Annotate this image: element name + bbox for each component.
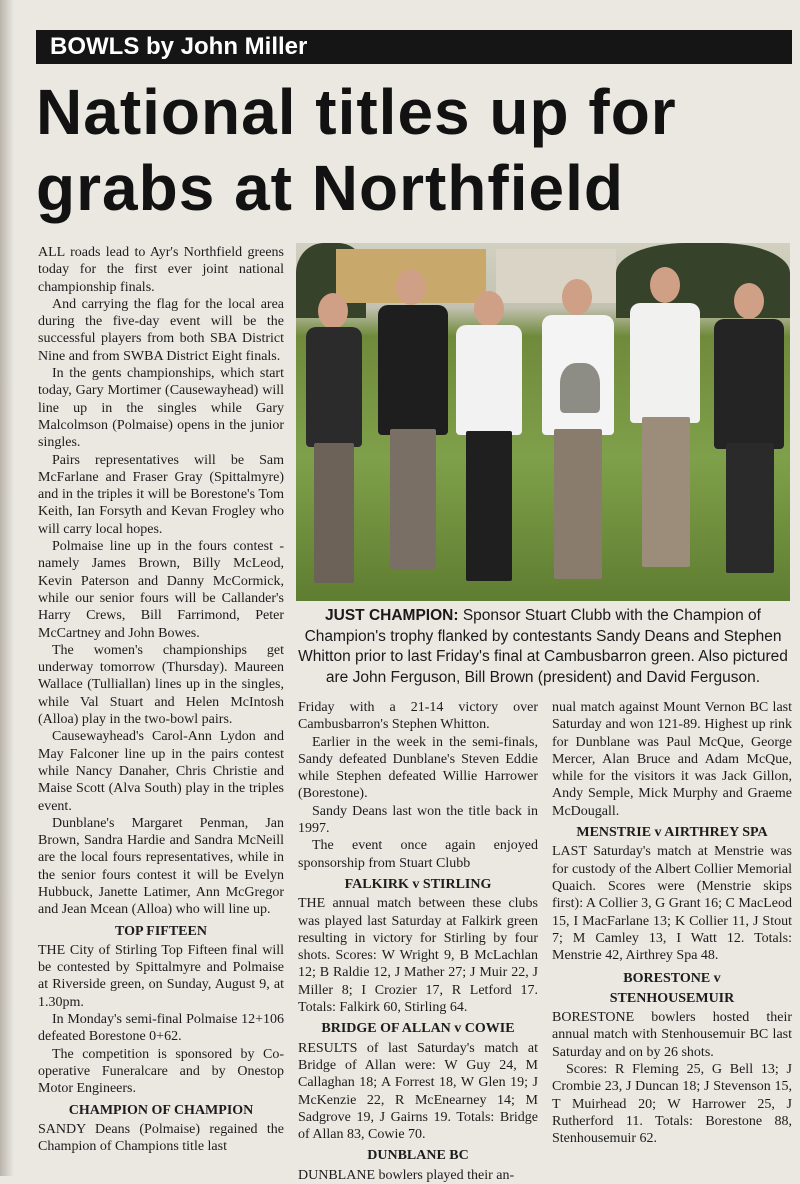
headline (36, 74, 796, 226)
col1-para: In the gents championships, which start today, Gary Mortimer (Causewayhead) will line up in the singles while Gary Malcolmson (Polmaise) opens in the junior singles. (38, 366, 284, 451)
top15-para: The competition is sponsored by Co-operative Funeralcare and by Onestop Motor Engineers. (38, 1046, 284, 1097)
top15-para: THE City of Stirling Top Fifteen final will be contested by Spittalmyre and Polmaise at Riverside green, on Sunday, August 9, at 1.30pm. (38, 942, 284, 1010)
borestone-para: Scores: R Fleming 25, G Bell 13; J Crombie 23, J Duncan 18; J Stevenson 15, T Muirhead 20; W Harrower 25, J Rutherford 11. Totals: Borestone 88, Stenhousemuir 62. (552, 1061, 792, 1147)
boa-para: RESULTS of last Saturday's match at Bridge of Allan were: W Guy 24, M Callaghan 18; A Forrest 18, W Glen 19; J McKenzie 22, R McEnearney 14; M Sadgrove 19, J Gairns 19. Totals: Bridge of Allan 83, Cowie 70. (298, 1040, 538, 1143)
section-banner: BOWLS by John Miller (36, 30, 792, 64)
col2-para: The event once again enjoyed sponsorship from Stuart Clubb (298, 838, 538, 871)
col1-para: ALL roads lead to Ayr's Northfield greens today for the first ever joint national championship finals. (38, 245, 284, 295)
page-edge-shadow (0, 0, 14, 1176)
subheading-borestone-1: BORESTONE v (623, 971, 721, 987)
col1-para: Polmaise line up in the fours contest - namely James Brown, Billy McLeod, Kevin Paterson and Danny McCormick, while our senior fours will be Callander's Harry Crews, Bill Farrimond, Peter McCartney and John Bowes. (38, 539, 284, 641)
photo-caption (296, 606, 790, 688)
subheading-menstrie: MENSTRIE v AIRTHREY SPA (576, 825, 768, 841)
dunblane-para: DUNBLANE bowlers played their an- (298, 1167, 515, 1183)
subheading-top-fifteen: TOP FIFTEEN (115, 923, 207, 939)
borestone-para: BORESTONE bowlers hosted their annual match with Stenhousemuir BC last Saturday and on by 26 shots. (552, 1010, 792, 1060)
col1-para: Dunblane's Margaret Penman, Jan Brown, Sandra Hardie and Sandra McNeill are the local fours representatives, while in the senior fours contest it will be Evelyn Hubbuck, Janette Latimer, Ann McGregor and Jean Mcean (Alloa) who will line up. (38, 815, 284, 918)
subheading-champion: CHAMPION OF CHAMPION (68, 1102, 254, 1118)
column-3 (552, 699, 792, 1147)
subheading-bridge-of-allan: BRIDGE OF ALLAN v COWIE (321, 1021, 515, 1037)
col3-para: nual match against Mount Vernon BC last Saturday and won 121-89. Highest up rink for Dunblane was Paul McQue, George Mercer, Alan Bruce and Adam McQue, while for the visitors it was Jack Gillon, Andy Semple, Mick Murphy and Graeme McDougall. (552, 700, 792, 819)
menstrie-para: LAST Saturday's match at Menstrie was for custody of the Albert Collier Memorial Quaich. Scores were (Menstrie skips first): A Collier 3, G Grant 16; C MacLeod 15, I MacFarlane 13; K Collier 11, J Stout 7; M Camley 13, I Watt 12. Totals: Menstrie 42, Airthrey Spa 48. (552, 844, 792, 964)
falkirk-para: THE annual match between these clubs was played last Saturday at Falkirk green resulting in victory for Stirling by four shots. Scores: W Wright 9, B McLachlan 12; B Raldie 12, J Mather 27; J Muir 22, J Miller 8; I Crozier 17, R Letford 17. Totals: Falkirk 60, Stirling 64. (298, 896, 538, 1016)
col1-para: The women's championships get underway tomorrow (Thursday). Maureen Wallace (Tulliallan) lines up in the singles, while Val Stuart and Helen McIntosh (Alloa) play in the two-bowl pairs. (38, 642, 284, 728)
headline-line-2: grabs at Northfield (36, 152, 624, 224)
subheading-dunblane: DUNBLANE BC (367, 1148, 469, 1164)
caption-text: Sponsor Stuart Clubb with the Champion of Champion's trophy flanked by contestants Sandy Deans and Stephen Whitton prior to last Friday's final at Cambusbarron green. Also pictured are John Ferguson, Bill Brown (president) and David Ferguson. (298, 607, 788, 686)
col2-para: Sandy Deans last won the title back in 1997. (298, 803, 538, 837)
col1-para: And carrying the flag for the local area during the five-day event will be the successful players from both SBA District Nine and from SWBA District Eight finals. (38, 296, 284, 364)
subheading-borestone-2: STENHOUSEMUIR (609, 990, 735, 1006)
team-photo (296, 243, 790, 601)
col1-para: Pairs representatives will be Sam McFarlane and Fraser Gray (Spittalmyre) and in the triples it will be Borestone's Tom Keith, Ian Forsyth and Kevan Frogley who will carry local hopes. (38, 452, 284, 537)
caption-lead: JUST CHAMPION: (325, 607, 459, 624)
top15-para: In Monday's semi-final Polmaise 12+106 defeated Borestone 0+62. (38, 1012, 284, 1045)
column-2 (298, 699, 538, 1184)
col1-para: Causewayhead's Carol-Ann Lydon and May Falconer line up in the pairs contest while Nancy Danaher, Chris Christie and Maise Scott (Alva South) play in the triples event. (38, 729, 284, 814)
column-1 (38, 244, 284, 1155)
col2-para: Friday with a 21-14 victory over Cambusbarron's Stephen Whitton. (298, 700, 538, 733)
subheading-falkirk: FALKIRK v STIRLING (344, 876, 492, 892)
champ-para: SANDY Deans (Polmaise) regained the Champion of Champions title last (38, 1121, 284, 1155)
headline-line-1: National titles up for (36, 76, 677, 148)
col2-para: Earlier in the week in the semi-finals, Sandy defeated Dunblane's Steven Eddie while Stephen defeated Willie Harrower (Borestone). (298, 734, 538, 802)
